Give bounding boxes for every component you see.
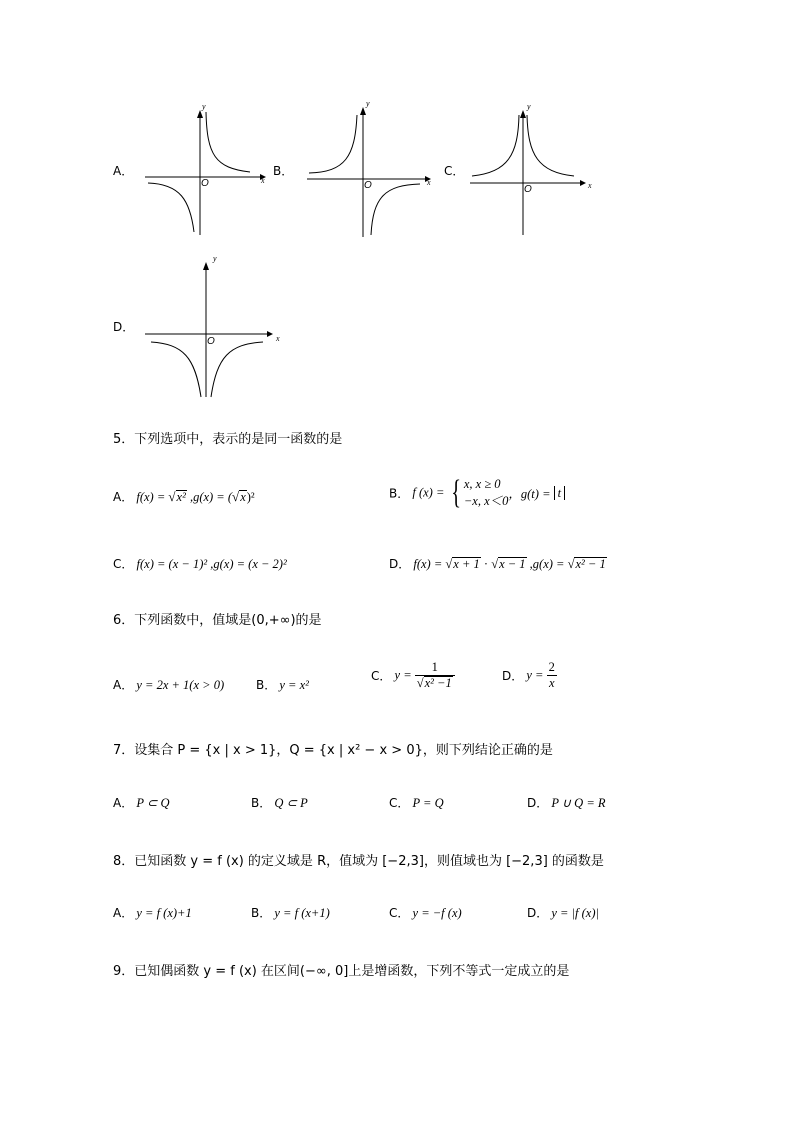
option-text: P ∪ Q = R bbox=[551, 796, 606, 810]
x-axis-label: x bbox=[276, 334, 280, 343]
option-letter: D． bbox=[389, 557, 411, 571]
option-text: Q ⊂ P bbox=[274, 796, 308, 810]
q6-option-c bbox=[371, 660, 455, 691]
y-axis-arrow bbox=[360, 107, 366, 115]
option-text: y = |f (x)| bbox=[551, 906, 599, 920]
curve-branch-right bbox=[527, 115, 574, 176]
option-letter: B． bbox=[251, 906, 272, 920]
option-radicand-1: x + 1 bbox=[453, 557, 480, 571]
option-radicand-2: x − 1 bbox=[499, 557, 526, 571]
q6-option-a bbox=[113, 676, 224, 693]
q6-option-d bbox=[502, 660, 557, 691]
option-letter: B． bbox=[251, 796, 272, 810]
fraction-denominator: x bbox=[547, 675, 557, 691]
piecewise-case-2: −x, x＜0 bbox=[463, 494, 509, 508]
q5-option-c bbox=[113, 555, 287, 572]
origin-label: O bbox=[201, 178, 209, 189]
option-dot: · bbox=[480, 557, 492, 571]
curve-branch-left bbox=[472, 115, 519, 176]
origin-label: O bbox=[207, 336, 215, 347]
q4-option-c-graph bbox=[468, 100, 598, 240]
y-axis-label: y bbox=[202, 102, 206, 111]
x-axis-arrow bbox=[267, 331, 273, 337]
option-f-def: f(x) = bbox=[413, 557, 446, 571]
q6-option-b bbox=[256, 676, 309, 693]
option-f-radicand: x² bbox=[176, 490, 186, 504]
option-letter: D． bbox=[502, 669, 524, 683]
q5-stem: 5．下列选项中，表示的是同一函数的是 bbox=[113, 432, 343, 447]
piecewise-cases bbox=[464, 476, 509, 510]
option-fraction: $\frac{1}{\text{√x² −1}}$ bbox=[415, 660, 455, 691]
q4-option-a-letter: A． bbox=[113, 164, 134, 178]
option-letter: B． bbox=[389, 486, 410, 501]
option-letter: C． bbox=[371, 669, 392, 683]
option-lhs: y = bbox=[526, 668, 547, 682]
q8-option-a bbox=[113, 904, 192, 921]
q5-option-d: D． f(x) = √x + 1 · √x − 1 ,g(x) = √x² − 1 bbox=[389, 557, 606, 571]
q8-option-b bbox=[251, 904, 330, 921]
curve-branch-lower-left bbox=[148, 183, 194, 232]
q4-option-b-graph bbox=[305, 97, 440, 242]
option-text: y = −f (x) bbox=[412, 906, 462, 920]
option-f-def: f (x) = bbox=[412, 485, 448, 500]
option-g-abs: t bbox=[554, 486, 565, 500]
q5-option-b bbox=[389, 476, 565, 510]
fraction-numerator: 1 bbox=[431, 660, 438, 674]
q6-stem: 6．下列函数中，值域是(0,+∞)的是 bbox=[113, 613, 322, 628]
option-text: y = f (x+1) bbox=[274, 906, 330, 920]
option-letter: A． bbox=[113, 678, 134, 692]
option-text: P ⊂ Q bbox=[136, 796, 170, 810]
option-text: P = Q bbox=[412, 796, 444, 810]
origin-label: O bbox=[524, 184, 532, 195]
q7-option-b bbox=[251, 794, 308, 811]
curve-branch-upper-right bbox=[206, 112, 250, 172]
y-axis-label: y bbox=[366, 99, 370, 108]
option-letter: D． bbox=[527, 906, 549, 920]
option-lhs: y = bbox=[394, 668, 415, 682]
option-letter: A． bbox=[113, 490, 134, 504]
option-g-def: ,g(x) = ( bbox=[186, 490, 233, 504]
option-letter: B． bbox=[256, 678, 277, 692]
q8-stem: 8．已知函数 y = f (x) 的定义域是 R，值域为 [−2,3]，则值域也为 [−2,3] 的函数是 bbox=[113, 854, 604, 869]
piecewise-case-1: x, x ≥ 0 bbox=[463, 477, 501, 491]
x-axis-label: x bbox=[261, 176, 265, 185]
option-text: y = x² bbox=[279, 678, 309, 692]
option-g-def: ，g(t) = bbox=[508, 487, 554, 501]
q8-option-d bbox=[527, 904, 599, 921]
curve-branch-right bbox=[211, 342, 263, 397]
piecewise-brace: { bbox=[450, 474, 461, 511]
option-fraction bbox=[547, 660, 557, 691]
option-g-radicand: x bbox=[240, 490, 246, 504]
option-radicand-3: x² − 1 bbox=[575, 557, 606, 571]
y-axis-arrow bbox=[520, 110, 526, 118]
option-letter: C． bbox=[113, 557, 134, 571]
fraction-denominator-radicand: x² −1 bbox=[424, 676, 452, 690]
option-letter: A． bbox=[113, 796, 134, 810]
option-f-def: f(x) = bbox=[136, 490, 169, 504]
q9-stem: 9．已知偶函数 y = f (x) 在区间(−∞, 0]上是增函数，下列不等式一定成立的是 bbox=[113, 964, 570, 979]
q7-option-c bbox=[389, 794, 444, 811]
option-text: y = 2x + 1(x > 0) bbox=[136, 678, 225, 692]
origin-label: O bbox=[364, 180, 372, 191]
q7-option-d bbox=[527, 794, 606, 811]
option-text: y = f (x)+1 bbox=[136, 906, 192, 920]
option-letter: C． bbox=[389, 906, 410, 920]
q4-option-c-letter: C． bbox=[444, 164, 465, 178]
option-letter: A． bbox=[113, 906, 134, 920]
q7-option-a bbox=[113, 794, 170, 811]
x-axis-arrow bbox=[580, 180, 586, 186]
option-letter: C． bbox=[389, 796, 410, 810]
option-g-def: ,g(x) = bbox=[526, 557, 568, 571]
curve-branch-upper-left bbox=[309, 115, 357, 173]
x-axis-label: x bbox=[588, 181, 592, 190]
q5-option-a: A． f(x) = √x² ,g(x) = (√x)² bbox=[113, 489, 255, 504]
q4-option-a-graph bbox=[140, 100, 275, 240]
fraction-numerator: 2 bbox=[548, 660, 555, 674]
option-g-tail: )² bbox=[246, 490, 255, 504]
q7-stem: 7．设集合 P = {x | x > 1}，Q = {x | x² − x > 0}，则下列结论正确的是 bbox=[113, 743, 553, 758]
q4-option-d-letter: D． bbox=[113, 320, 135, 334]
x-axis-label: x bbox=[427, 178, 431, 187]
y-axis-arrow bbox=[203, 262, 209, 270]
curve-branch-left bbox=[151, 342, 201, 397]
q8-option-c bbox=[389, 904, 462, 921]
y-axis-label: y bbox=[527, 102, 531, 111]
option-text: f(x) = (x − 1)² ,g(x) = (x − 2)² bbox=[136, 557, 287, 571]
y-axis-arrow bbox=[197, 110, 203, 118]
option-letter: D． bbox=[527, 796, 549, 810]
q4-option-d-graph bbox=[143, 252, 288, 402]
curve-branch-lower-right bbox=[371, 184, 420, 235]
q4-option-b-letter: B． bbox=[273, 164, 294, 178]
y-axis-label: y bbox=[213, 254, 217, 263]
